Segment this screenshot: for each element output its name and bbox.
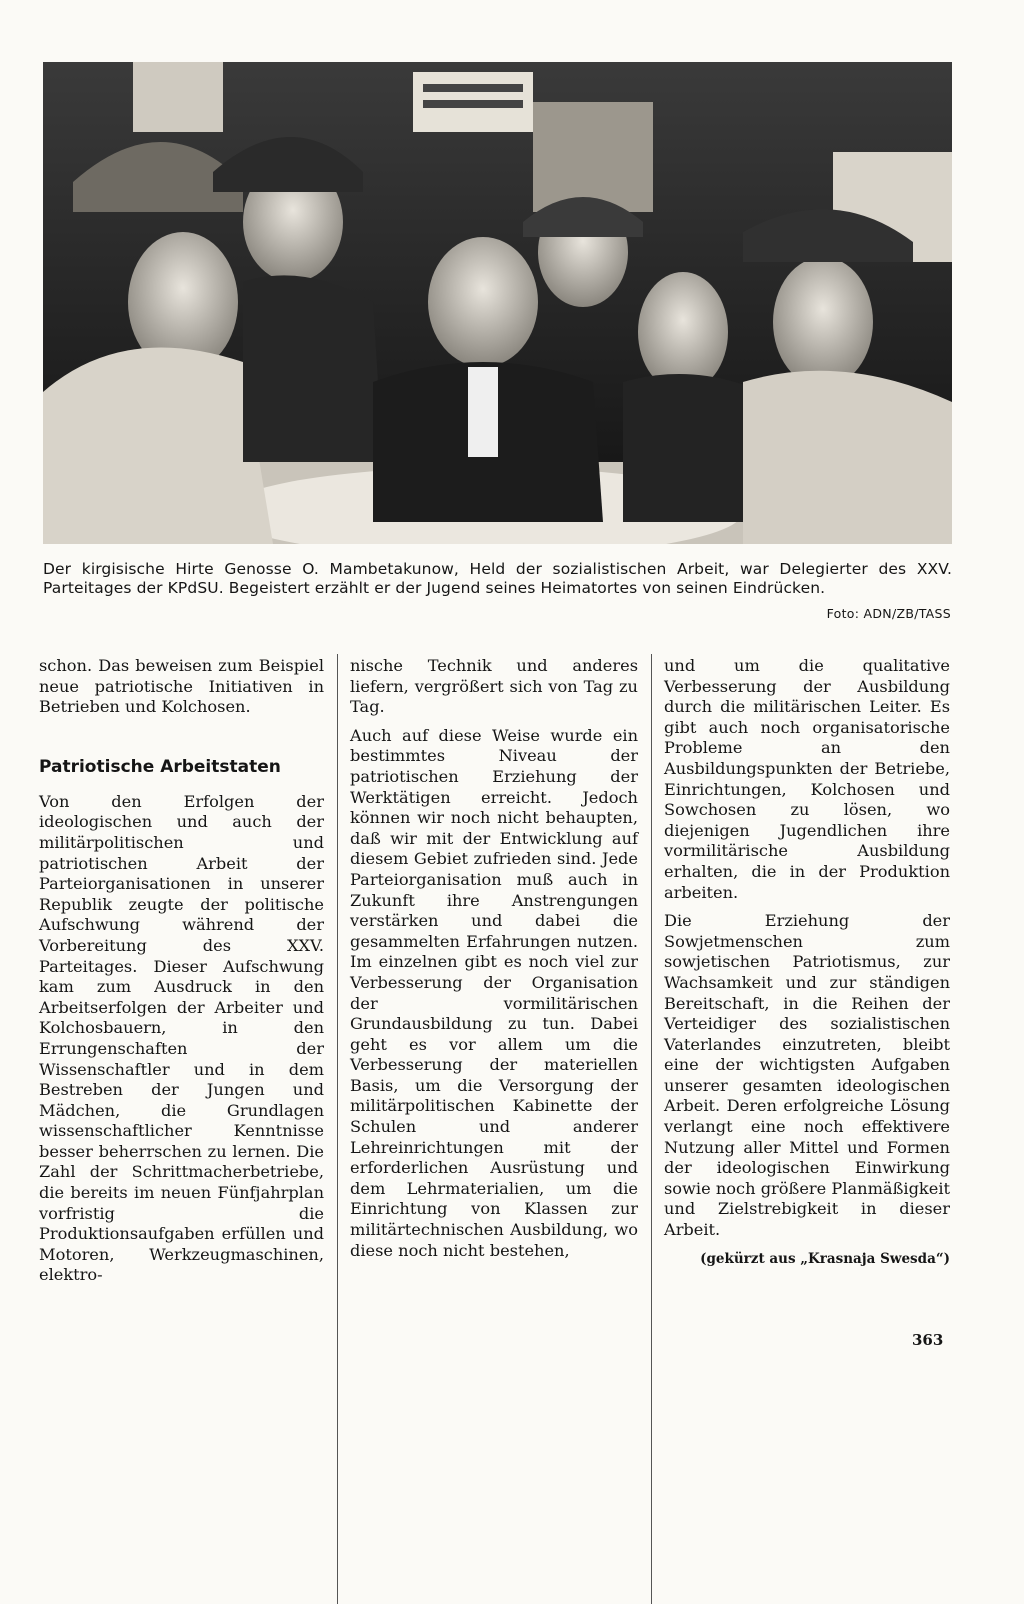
col1-paragraph-2: Von den Erfolgen der ideologischen und auch der militärpolitischen und patriotischen Arbeit der Parteiorganisationen in unserer Republik zeugte der politische Aufschwung während der Vorbereitung des XXV. Parteitages. Dieser Aufschwung kam zum Ausdruck in den Arbeitserfolgen der Arbeiter und Kolchosbauern, in den Errungenschaften der Wissenschaftler und in dem Bestreben der Jungen und Mädchen, die Grundlagen wissenschaftlicher Kenntnisse besser beherrschen zu lernen. Die Zahl der Schrittmacherbetriebe, die bereits im neuen Fünfjahrplan vorfristig die Produktionsaufgaben erfüllen und Motoren, Werkzeugmaschinen, elektro-: [39, 791, 324, 1285]
col2-paragraph-1: nische Technik und anderes liefern, vergrößert sich von Tag zu Tag.: [350, 656, 638, 717]
column-rule-2: [651, 654, 652, 1604]
col1-paragraph-1: schon. Das beweisen zum Beispiel neue patriotische Initiativen in Betrieben und Kolchosen.: [39, 656, 324, 717]
column-rule-1: [337, 654, 338, 1604]
photo-people-illustration: [43, 62, 952, 544]
photo-credit: Foto: ADN/ZB/TASS: [826, 606, 951, 621]
column-1: [39, 656, 324, 1294]
source-note: (gekürzt aus „Krasnaja Swesda“): [700, 1250, 950, 1267]
news-photo: [43, 62, 952, 544]
column-3: [664, 656, 950, 1277]
col2-paragraph-2: Auch auf diese Weise wurde ein bestimmtes Niveau der patriotischen Erziehung der Werktätigen erreicht. Jedoch können wir noch nicht behaupten, daß wir mit der Entwicklung auf diesem Gebiet zufrieden sind. Jede Parteiorganisation muß auch in Zukunft ihre Anstrengungen verstärken und dabei die gesammelten Erfahrungen nutzen. Im einzelnen gibt es noch viel zur Verbesserung der Organisation der vormilitärischen Grundausbildung zu tun. Dabei geht es vor allem um die Verbesserung der materiellen Basis, um die Versorgung der militärpolitischen Kabinette der Schulen und anderer Lehreinrichtungen mit der erforderlichen Ausrüstung und dem Lehrmaterialien, um die Einrichtung von Klassen zur militärtechnischen Ausbildung, wo diese noch nicht bestehen,: [350, 725, 638, 1260]
col3-paragraph-1: und um die qualitative Verbesserung der Ausbildung durch die militärischen Leiter. Es gibt auch noch organisatorische Probleme an den Ausbildungspunkten der Betriebe, Einrichtungen, Kolchosen und Sowchosen zu lösen, wo diejenigen Jugendlichen ihre vormilitärische Ausbildung erhalten, die in der Produktion arbeiten.: [664, 656, 950, 902]
photo-caption: Der kirgisische Hirte Genosse O. Mambetakunow, Held der sozialistischen Arbeit, war Delegierter des XXV. Parteitages der KPdSU. Begeistert erzählt er der Jugend seines Heimatortes von seinen Eindrücken.: [43, 560, 952, 597]
section-heading: Patriotische Arbeitstaten: [39, 756, 281, 777]
page-number: 363: [912, 1331, 944, 1349]
col3-paragraph-2: Die Erziehung der Sowjetmenschen zum sowjetischen Patriotismus, zur Wachsamkeit und zur ständigen Bereitschaft, in die Reihen der Verteidiger des sozialistischen Vaterlandes einzutreten, bleibt eine der wichtigsten Aufgaben unserer gesamten ideologischen Arbeit. Deren erfolgreiche Lösung verlangt eine noch effektivere Nutzung aller Mittel und Formen der ideologischen Einwirkung sowie noch größere Planmäßigkeit und Zielstrebigkeit in dieser Arbeit.: [664, 911, 950, 1240]
column-2: [350, 656, 638, 1269]
